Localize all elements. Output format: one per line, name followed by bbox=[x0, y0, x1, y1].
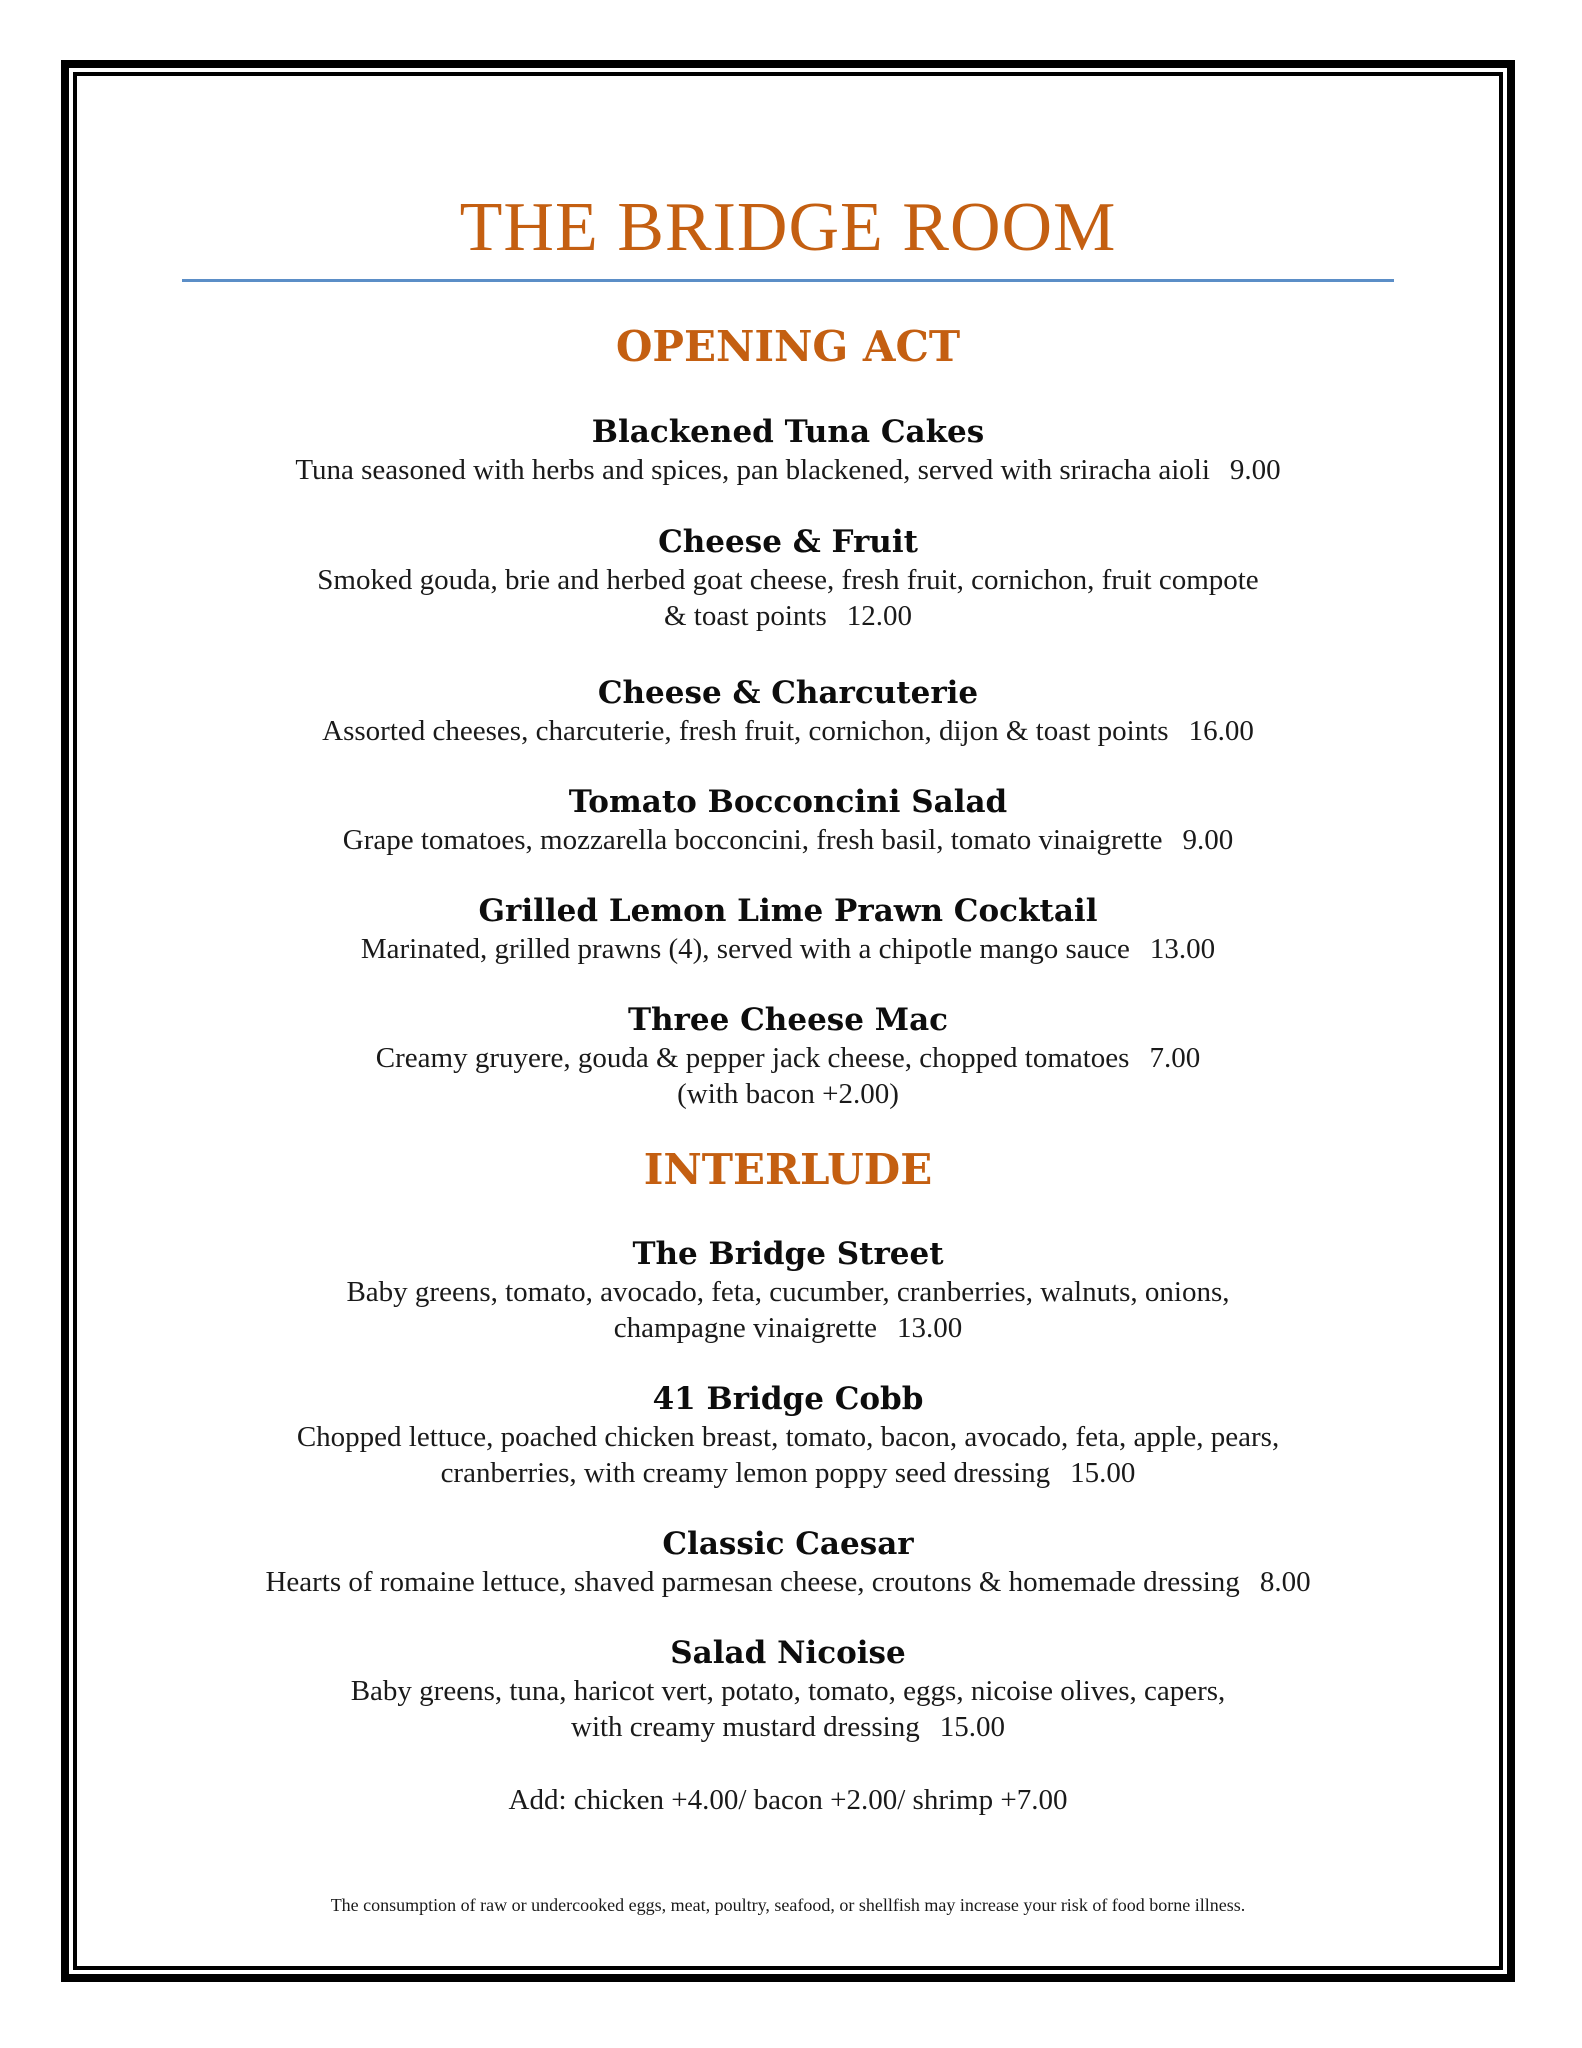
item-price: 16.00 bbox=[1188, 715, 1254, 747]
item-name: Salad Nicoise bbox=[670, 1635, 906, 1671]
item-note: (with bacon +2.00) bbox=[677, 1078, 899, 1110]
item-description: Chopped lettuce, poached chicken breast, tomato, bacon, avocado, feta, apple, pears, cranberries, with creamy lemon poppy seed dressing 15.00 bbox=[296, 1421, 1280, 1489]
food-safety-disclaimer: The consumption of raw or undercooked eggs, meat, poultry, seafood, or shellfish may increase your risk of food borne illness. bbox=[330, 1895, 1246, 1915]
item-price: 12.00 bbox=[846, 600, 912, 632]
item-price: 13.00 bbox=[897, 1312, 963, 1344]
menu-page bbox=[77, 76, 1499, 1966]
item-description: Baby greens, tuna, haricot vert, potato, tomato, eggs, nicoise olives, capers, with creamy mustard dressing 15.00 bbox=[350, 1675, 1226, 1743]
title-divider bbox=[182, 279, 1394, 282]
item-description: Baby greens, tomato, avocado, feta, cucumber, cranberries, walnuts, onions, champagne vinaigrette 13.00 bbox=[346, 1276, 1230, 1344]
salad-addons: Add: chicken +4.00/ bacon +2.00/ shrimp +7.00 bbox=[508, 1784, 1068, 1816]
menu-item bbox=[77, 1633, 1499, 1745]
item-description: Smoked gouda, brie and herbed goat cheese, fresh fruit, cornichon, fruit compote & toast points 12.00 bbox=[317, 564, 1259, 632]
item-name: Three Cheese Mac bbox=[627, 1002, 949, 1038]
restaurant-title: THE BRIDGE ROOM bbox=[459, 189, 1117, 266]
item-name: Blackened Tuna Cakes bbox=[591, 414, 985, 450]
menu-item bbox=[77, 1524, 1499, 1600]
menu-item bbox=[77, 891, 1499, 967]
item-price: 8.00 bbox=[1259, 1566, 1311, 1598]
section-heading-interlude: INTERLUDE bbox=[643, 1145, 933, 1194]
item-price: 15.00 bbox=[1070, 1457, 1136, 1489]
item-name: 41 Bridge Cobb bbox=[652, 1381, 924, 1417]
item-price: 13.00 bbox=[1149, 933, 1216, 965]
item-name: Cheese & Fruit bbox=[658, 524, 918, 560]
menu-item bbox=[77, 1234, 1499, 1346]
item-name: Tomato Bocconcini Salad bbox=[568, 784, 1008, 820]
section-heading-opening-act: OPENING ACT bbox=[615, 322, 961, 371]
item-price: 7.00 bbox=[1149, 1042, 1201, 1074]
item-name: Classic Caesar bbox=[662, 1526, 914, 1562]
item-name: The Bridge Street bbox=[632, 1236, 944, 1272]
menu-item bbox=[77, 782, 1499, 858]
item-name: Grilled Lemon Lime Prawn Cocktail bbox=[478, 893, 1098, 929]
item-description: Assorted cheeses, charcuterie, fresh fruit, cornichon, dijon & toast points 16.00 bbox=[322, 715, 1254, 747]
item-description: Creamy gruyere, gouda & pepper jack cheese, chopped tomatoes 7.00 (with bacon +2.00) bbox=[77, 1040, 1499, 1112]
menu-item bbox=[77, 1379, 1499, 1491]
item-name: Cheese & Charcuterie bbox=[597, 675, 979, 711]
menu-item bbox=[77, 673, 1499, 749]
item-description: Hearts of romaine lettuce, shaved parmesan cheese, croutons & homemade dressing 8.00 bbox=[265, 1566, 1311, 1598]
item-description: Tuna seasoned with herbs and spices, pan blackened, served with sriracha aioli 9.00 bbox=[295, 454, 1281, 486]
menu-item bbox=[77, 412, 1499, 488]
item-price: 9.00 bbox=[1229, 454, 1281, 486]
item-description: Marinated, grilled prawns (4), served with a chipotle mango sauce 13.00 bbox=[360, 933, 1216, 965]
item-description: Grape tomatoes, mozzarella bocconcini, fresh basil, tomato vinaigrette 9.00 bbox=[342, 824, 1234, 856]
item-price: 15.00 bbox=[939, 1711, 1005, 1743]
menu-item bbox=[77, 522, 1499, 634]
menu-item bbox=[77, 1000, 1499, 1112]
item-price: 9.00 bbox=[1182, 824, 1234, 856]
